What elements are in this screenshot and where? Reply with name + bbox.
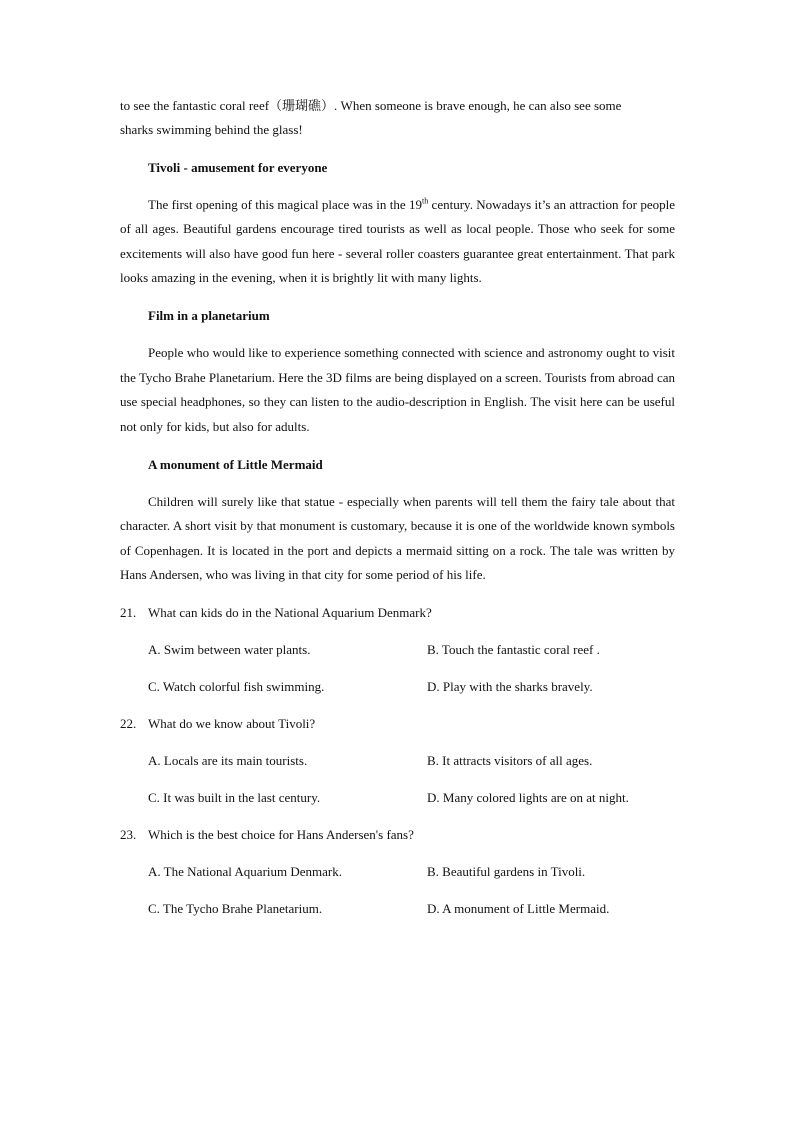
- option-c: C. The Tycho Brahe Planetarium.: [148, 900, 323, 916]
- document-page: [120, 94, 675, 921]
- option-d: D. A monument of Little Mermaid.: [427, 900, 610, 916]
- intro-line-2: sharks swimming behind the glass!: [120, 122, 303, 138]
- options-row: [120, 897, 675, 921]
- question-21: [120, 601, 675, 625]
- option-b: B. Touch the fantastic coral reef .: [427, 641, 600, 657]
- intro-line-1: to see the fantastic coral reef（珊瑚礁）. When someone is brave enough, he can also see some: [120, 98, 622, 113]
- option-d: D. Many colored lights are on at night.: [427, 789, 629, 805]
- question-stem: What do we know about Tivoli?: [148, 715, 316, 731]
- question-23: [120, 823, 675, 847]
- option-a: A. The National Aquarium Denmark.: [148, 863, 342, 879]
- question-number: 22.: [120, 715, 137, 731]
- question-stem: What can kids do in the National Aquarium Denmark?: [148, 604, 432, 620]
- question-22: [120, 712, 675, 736]
- option-a: A. Swim between water plants.: [148, 641, 311, 657]
- option-b: B. Beautiful gardens in Tivoli.: [427, 863, 586, 879]
- option-b: B. It attracts visitors of all ages.: [427, 752, 593, 768]
- planetarium-paragraph: People who would like to experience something connected with science and astronomy ought to visit the Tycho Brahe Planetarium. Here the 3D films are being displayed on a screen. Tourists from abroad can use special headphones, so they can listen to the audio-description in English. The visit here can be useful not only for kids, but also for adults.: [120, 345, 675, 434]
- options-row: [120, 749, 675, 773]
- option-c: C. It was built in the last century.: [148, 789, 321, 805]
- options-row: [120, 860, 675, 884]
- mermaid-heading: A monument of Little Mermaid: [148, 457, 323, 473]
- question-number: 21.: [120, 604, 137, 620]
- tivoli-text-start: The first opening of this magical place was in the 19: [148, 196, 422, 212]
- options-row: [120, 675, 675, 699]
- question-number: 23.: [120, 826, 137, 842]
- mermaid-paragraph: Children will surely like that statue - especially when parents will tell them the fairy tale about that character. A short visit by that monument is customary, because it is one of the worldwide known symbols of Copenhagen. It is located in the port and depicts a mermaid sitting on a rock. The tale was written by Hans Andersen, who was living in that city for some period of his life.: [120, 494, 675, 583]
- tivoli-heading: Tivoli - amusement for everyone: [148, 159, 328, 175]
- intro-paragraph: [120, 94, 675, 143]
- tivoli-text-end: century. Nowadays it’s an attraction for people of all ages. Beautiful gardens encourage tired tourists as well as local people. Those who seek for some excitements will also have good fun here - several roller coasters guarantee great entertainment. That park looks amazing in the evening, when it is brightly lit with many lights.: [120, 196, 675, 286]
- option-c: C. Watch colorful fish swimming.: [148, 678, 325, 694]
- options-row: [120, 638, 675, 662]
- question-stem: Which is the best choice for Hans Andersen's fans?: [148, 826, 414, 842]
- tivoli-superscript: th: [421, 196, 429, 206]
- option-a: A. Locals are its main tourists.: [148, 752, 308, 768]
- option-d: D. Play with the sharks bravely.: [427, 678, 593, 694]
- tivoli-paragraph: [120, 193, 675, 291]
- planetarium-heading: Film in a planetarium: [148, 308, 270, 324]
- options-row: [120, 786, 675, 810]
